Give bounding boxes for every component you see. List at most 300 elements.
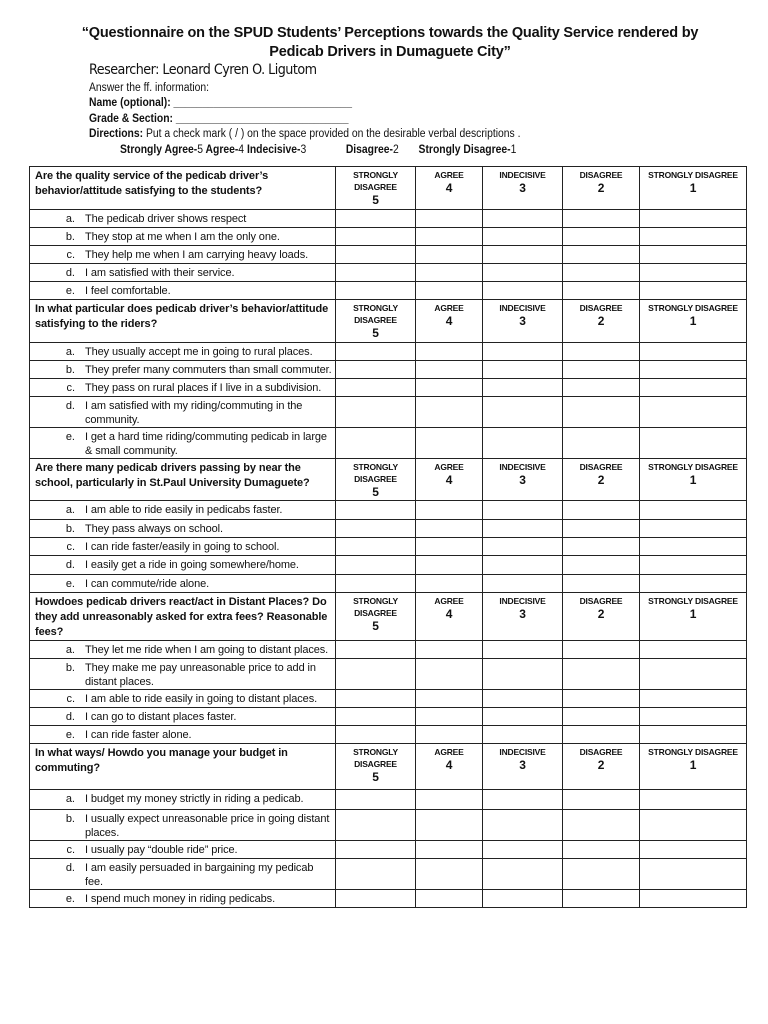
- rating-checkbox-cell[interactable]: [563, 790, 640, 810]
- rating-checkbox-cell[interactable]: [416, 726, 483, 744]
- statement-text: I can commute/ride alone.: [85, 578, 210, 590]
- rating-checkbox-cell[interactable]: [336, 841, 416, 859]
- rating-checkbox-cell[interactable]: [563, 641, 640, 659]
- rating-checkbox-cell[interactable]: [416, 397, 483, 428]
- statement-cell: [30, 890, 336, 908]
- rating-checkbox-cell[interactable]: [483, 556, 563, 575]
- statement-row: [30, 810, 747, 841]
- rating-checkbox-cell[interactable]: [563, 726, 640, 744]
- statement-letter: e.: [65, 893, 75, 905]
- rating-checkbox-cell[interactable]: [416, 264, 483, 282]
- researcher-name: Researcher: Leonard Cyren O. Ligutom: [89, 62, 317, 78]
- directions-label: Directions:: [89, 128, 144, 140]
- rating-checkbox-cell[interactable]: [640, 556, 747, 575]
- rating-checkbox-cell[interactable]: [483, 282, 563, 300]
- rating-checkbox-cell[interactable]: [483, 501, 563, 520]
- statement-cell: [30, 246, 336, 264]
- rating-checkbox-cell[interactable]: [483, 708, 563, 726]
- rating-checkbox-cell[interactable]: [336, 428, 416, 459]
- rating-checkbox-cell[interactable]: [640, 397, 747, 428]
- rating-checkbox-cell[interactable]: [563, 361, 640, 379]
- rating-column-number: 4: [445, 758, 453, 772]
- rating-column-header: [483, 744, 563, 790]
- rating-checkbox-cell[interactable]: [483, 690, 563, 708]
- rating-checkbox-cell[interactable]: [483, 397, 563, 428]
- rating-column-label: DISAGREE: [579, 596, 623, 606]
- rating-checkbox-cell[interactable]: [640, 361, 747, 379]
- rating-checkbox-cell[interactable]: [640, 859, 747, 890]
- rating-column-header: [563, 744, 640, 790]
- statement-cell: [30, 790, 336, 810]
- rating-checkbox-cell[interactable]: [416, 361, 483, 379]
- rating-column-number: 4: [445, 607, 453, 621]
- statement-letter: a.: [65, 213, 75, 225]
- rating-column-number: 5: [372, 326, 379, 340]
- rating-checkbox-cell[interactable]: [563, 246, 640, 264]
- rating-checkbox-cell[interactable]: [563, 810, 640, 841]
- statement-text: They prefer many commuters than small commuter.: [85, 364, 332, 376]
- rating-column-number: 3: [519, 181, 526, 195]
- statement-cell: [30, 282, 336, 300]
- rating-column-header: [416, 459, 483, 501]
- rating-checkbox-cell[interactable]: [640, 790, 747, 810]
- rating-column-label: AGREE: [434, 303, 464, 313]
- rating-checkbox-cell[interactable]: [336, 228, 416, 246]
- statement-letter: d.: [65, 862, 75, 874]
- statement-text: I usually expect unreasonable price in going distant places.: [85, 813, 330, 839]
- answer-info: Answer the ff. information:: [89, 82, 210, 94]
- rating-column-label: STRONGLY DISAGREE: [648, 596, 738, 606]
- rating-column-label: DISAGREE: [579, 303, 623, 313]
- statement-letter: b.: [65, 231, 75, 243]
- rating-column-label: DISAGREE: [579, 747, 623, 757]
- rating-checkbox-cell[interactable]: [336, 890, 416, 908]
- rating-checkbox-cell[interactable]: [640, 726, 747, 744]
- rating-column-header: [483, 593, 563, 641]
- rating-checkbox-cell[interactable]: [416, 210, 483, 228]
- rating-checkbox-cell[interactable]: [483, 246, 563, 264]
- question-header-row: [30, 300, 747, 343]
- rating-checkbox-cell[interactable]: [640, 343, 747, 361]
- rating-column-number: 1: [689, 314, 697, 328]
- rating-column-label: STRONGLY DISAGREE: [648, 747, 738, 757]
- rating-checkbox-cell[interactable]: [336, 264, 416, 282]
- rating-checkbox-cell[interactable]: [640, 708, 747, 726]
- rating-checkbox-cell[interactable]: [336, 810, 416, 841]
- rating-column-number: 3: [519, 607, 526, 621]
- directions: [89, 127, 520, 141]
- rating-checkbox-cell[interactable]: [640, 379, 747, 397]
- rating-column-header: [416, 744, 483, 790]
- rating-checkbox-cell[interactable]: [563, 428, 640, 459]
- statement-text: I spend much money in riding pedicabs.: [85, 893, 276, 905]
- statement-letter: e.: [65, 431, 75, 443]
- rating-column-number: 1: [689, 473, 697, 487]
- statement-cell: [30, 575, 336, 593]
- rating-checkbox-cell[interactable]: [483, 790, 563, 810]
- statement-letter: c.: [66, 382, 75, 394]
- statement-row: [30, 841, 747, 859]
- rating-checkbox-cell[interactable]: [563, 708, 640, 726]
- rating-column-label: INDECISIVE: [499, 747, 546, 757]
- rating-column-header: [640, 459, 747, 501]
- rating-checkbox-cell[interactable]: [416, 520, 483, 538]
- question-header-row: [30, 459, 747, 501]
- questionnaire-table: [29, 166, 747, 908]
- directions-text: Put a check mark ( / ) on the space provided on the desirable verbal descriptions .: [143, 128, 521, 140]
- rating-checkbox-cell[interactable]: [563, 859, 640, 890]
- rating-checkbox-cell[interactable]: [563, 379, 640, 397]
- statement-cell: [30, 210, 336, 228]
- statement-cell: [30, 379, 336, 397]
- rating-checkbox-cell[interactable]: [640, 690, 747, 708]
- rating-checkbox-cell[interactable]: [640, 810, 747, 841]
- rating-checkbox-cell[interactable]: [336, 538, 416, 556]
- statement-letter: b.: [65, 523, 75, 535]
- statement-text: They stop at me when I am the only one.: [85, 231, 280, 243]
- rating-checkbox-cell[interactable]: [336, 501, 416, 520]
- rating-column-number: 5: [372, 770, 379, 784]
- rating-checkbox-cell[interactable]: [416, 246, 483, 264]
- statement-row: [30, 726, 747, 744]
- rating-checkbox-cell[interactable]: [336, 790, 416, 810]
- rating-checkbox-cell[interactable]: [640, 890, 747, 908]
- rating-column-number: 1: [689, 758, 697, 772]
- rating-checkbox-cell[interactable]: [483, 641, 563, 659]
- statement-text: They help me when I am carrying heavy loads.: [85, 249, 309, 261]
- rating-checkbox-cell[interactable]: [563, 841, 640, 859]
- rating-column-header: [483, 167, 563, 210]
- rating-checkbox-cell[interactable]: [336, 379, 416, 397]
- rating-column-label: INDECISIVE: [499, 462, 546, 472]
- statement-text: I am satisfied with my riding/commuting in the community.: [85, 400, 303, 426]
- rating-checkbox-cell[interactable]: [483, 890, 563, 908]
- statement-cell: [30, 361, 336, 379]
- statement-row: [30, 246, 747, 264]
- statement-cell: [30, 708, 336, 726]
- rating-column-number: 1: [689, 607, 697, 621]
- rating-checkbox-cell[interactable]: [563, 343, 640, 361]
- statement-cell: [30, 810, 336, 841]
- rating-checkbox-cell[interactable]: [416, 228, 483, 246]
- rating-checkbox-cell[interactable]: [336, 520, 416, 538]
- statement-text: They let me ride when I am going to distant places.: [85, 644, 329, 656]
- scale-indecisive: Indecisive-: [244, 144, 301, 156]
- rating-checkbox-cell[interactable]: [416, 641, 483, 659]
- rating-checkbox-cell[interactable]: [483, 343, 563, 361]
- rating-column-label: DISAGREE: [579, 170, 623, 180]
- statement-text: I get a hard time riding/commuting pedicab in large & small community.: [85, 431, 327, 457]
- statement-letter: c.: [66, 693, 75, 705]
- rating-column-number: 4: [445, 473, 453, 487]
- rating-column-header: [640, 300, 747, 343]
- question-text: Are there many pedicab drivers passing by near the school, particularly in St.Paul University Dumaguete?: [30, 459, 336, 501]
- statement-text: I am satisfied with their service.: [85, 267, 235, 279]
- rating-checkbox-cell[interactable]: [336, 708, 416, 726]
- rating-checkbox-cell[interactable]: [483, 659, 563, 690]
- rating-column-header: [640, 593, 747, 641]
- rating-column-label: DISAGREE: [579, 462, 623, 472]
- rating-checkbox-cell[interactable]: [640, 428, 747, 459]
- statement-letter: a.: [65, 346, 75, 358]
- rating-column-header: [563, 459, 640, 501]
- statement-cell: [30, 343, 336, 361]
- statement-cell: [30, 641, 336, 659]
- rating-checkbox-cell[interactable]: [483, 361, 563, 379]
- rating-checkbox-cell[interactable]: [336, 246, 416, 264]
- statement-row: [30, 659, 747, 690]
- rating-column-label: STRONGLY DISAGREE: [648, 170, 738, 180]
- rating-checkbox-cell[interactable]: [483, 428, 563, 459]
- statement-text: I easily get a ride in going somewhere/home.: [85, 559, 299, 571]
- statement-row: [30, 282, 747, 300]
- rating-checkbox-cell[interactable]: [483, 210, 563, 228]
- statement-row: [30, 228, 747, 246]
- rating-checkbox-cell[interactable]: [336, 659, 416, 690]
- rating-checkbox-cell[interactable]: [640, 538, 747, 556]
- statement-text: I can go to distant places faster.: [85, 711, 237, 723]
- statement-cell: [30, 841, 336, 859]
- rating-column-label: STRONGLY DISAGREE: [353, 462, 398, 484]
- rating-column-header: [640, 167, 747, 210]
- rating-checkbox-cell[interactable]: [483, 726, 563, 744]
- statement-letter: e.: [65, 578, 75, 590]
- statement-text: I usually pay “double ride” price.: [85, 844, 238, 856]
- rating-checkbox-cell[interactable]: [640, 575, 747, 593]
- rating-checkbox-cell[interactable]: [640, 282, 747, 300]
- statement-text: They usually accept me in going to rural places.: [85, 346, 313, 358]
- rating-scale-legend: [120, 143, 516, 157]
- rating-column-header: [483, 300, 563, 343]
- scale-strongly-disagree: Strongly Disagree-: [418, 144, 511, 156]
- rating-column-label: AGREE: [434, 170, 464, 180]
- statement-cell: [30, 520, 336, 538]
- rating-checkbox-cell[interactable]: [640, 641, 747, 659]
- question-header-row: [30, 167, 747, 210]
- statement-letter: a.: [65, 644, 75, 656]
- rating-checkbox-cell[interactable]: [483, 520, 563, 538]
- statement-row: [30, 690, 747, 708]
- statement-row: [30, 575, 747, 593]
- rating-checkbox-cell[interactable]: [563, 397, 640, 428]
- scale-strongly-disagree-value: 1: [510, 144, 517, 156]
- rating-column-label: AGREE: [434, 596, 464, 606]
- statement-text: I can ride faster alone.: [85, 729, 192, 741]
- statement-row: [30, 556, 747, 575]
- rating-column-number: 3: [519, 314, 526, 328]
- statement-row: [30, 501, 747, 520]
- statement-row: [30, 790, 747, 810]
- statement-row: [30, 520, 747, 538]
- statement-row: [30, 210, 747, 228]
- statement-cell: [30, 228, 336, 246]
- rating-checkbox-cell[interactable]: [483, 264, 563, 282]
- rating-checkbox-cell[interactable]: [563, 659, 640, 690]
- rating-checkbox-cell[interactable]: [563, 501, 640, 520]
- rating-checkbox-cell[interactable]: [416, 659, 483, 690]
- rating-checkbox-cell[interactable]: [483, 379, 563, 397]
- rating-column-header: [563, 593, 640, 641]
- rating-checkbox-cell[interactable]: [563, 538, 640, 556]
- scale-disagree: Disagree-: [345, 144, 393, 156]
- rating-checkbox-cell[interactable]: [336, 210, 416, 228]
- rating-column-number: 5: [372, 619, 379, 633]
- scale-disagree-value: 2: [392, 144, 399, 156]
- rating-column-header: [640, 744, 747, 790]
- title-line-2: Pedicab Drivers in Dumaguete City”: [269, 44, 511, 60]
- rating-checkbox-cell[interactable]: [483, 228, 563, 246]
- rating-checkbox-cell[interactable]: [336, 726, 416, 744]
- statement-cell: [30, 501, 336, 520]
- name-field[interactable]: Name (optional): _______________________________: [89, 97, 352, 109]
- rating-checkbox-cell[interactable]: [416, 379, 483, 397]
- rating-checkbox-cell[interactable]: [640, 210, 747, 228]
- rating-column-label: STRONGLY DISAGREE: [648, 303, 738, 313]
- rating-checkbox-cell[interactable]: [336, 641, 416, 659]
- rating-checkbox-cell[interactable]: [336, 690, 416, 708]
- rating-checkbox-cell[interactable]: [416, 575, 483, 593]
- rating-checkbox-cell[interactable]: [483, 575, 563, 593]
- rating-column-header: [336, 744, 416, 790]
- rating-checkbox-cell[interactable]: [416, 556, 483, 575]
- rating-column-number: 1: [689, 181, 697, 195]
- question-header-row: [30, 744, 747, 790]
- rating-checkbox-cell[interactable]: [336, 397, 416, 428]
- rating-column-label: STRONGLY DISAGREE: [353, 596, 398, 618]
- statement-cell: [30, 264, 336, 282]
- rating-column-label: INDECISIVE: [499, 170, 546, 180]
- statement-letter: c.: [66, 249, 75, 261]
- rating-checkbox-cell[interactable]: [416, 343, 483, 361]
- rating-checkbox-cell[interactable]: [336, 556, 416, 575]
- rating-checkbox-cell[interactable]: [640, 501, 747, 520]
- rating-column-header: [336, 300, 416, 343]
- rating-checkbox-cell[interactable]: [416, 841, 483, 859]
- rating-checkbox-cell[interactable]: [336, 361, 416, 379]
- statement-text: They pass on rural places if I live in a subdivision.: [85, 382, 322, 394]
- question-text: In what ways/ Howdo you manage your budget in commuting?: [30, 744, 336, 790]
- grade-section-field[interactable]: Grade & Section: ______________________________: [89, 113, 349, 125]
- rating-column-number: 5: [372, 193, 379, 207]
- rating-checkbox-cell[interactable]: [416, 790, 483, 810]
- rating-column-header: [336, 459, 416, 501]
- rating-column-number: 2: [597, 181, 605, 195]
- statement-cell: [30, 690, 336, 708]
- statement-letter: b.: [65, 364, 75, 376]
- statement-letter: c.: [66, 844, 75, 856]
- rating-column-number: 4: [445, 181, 453, 195]
- statement-letter: a.: [65, 793, 75, 805]
- rating-checkbox-cell[interactable]: [640, 520, 747, 538]
- rating-checkbox-cell[interactable]: [416, 282, 483, 300]
- rating-checkbox-cell[interactable]: [563, 556, 640, 575]
- statement-cell: [30, 556, 336, 575]
- rating-checkbox-cell[interactable]: [640, 228, 747, 246]
- rating-checkbox-cell[interactable]: [563, 890, 640, 908]
- rating-checkbox-cell[interactable]: [563, 264, 640, 282]
- rating-checkbox-cell[interactable]: [416, 501, 483, 520]
- rating-column-label: STRONGLY DISAGREE: [648, 462, 738, 472]
- rating-checkbox-cell[interactable]: [336, 575, 416, 593]
- rating-checkbox-cell[interactable]: [563, 210, 640, 228]
- rating-column-number: 2: [597, 607, 605, 621]
- rating-column-label: INDECISIVE: [499, 303, 546, 313]
- rating-checkbox-cell[interactable]: [336, 343, 416, 361]
- rating-column-label: STRONGLY DISAGREE: [353, 170, 398, 192]
- rating-column-header: [563, 300, 640, 343]
- rating-column-label: AGREE: [434, 747, 464, 757]
- document-title: [60, 24, 720, 62]
- statement-row: [30, 428, 747, 459]
- rating-checkbox-cell[interactable]: [563, 282, 640, 300]
- statement-row: [30, 859, 747, 890]
- rating-checkbox-cell[interactable]: [416, 708, 483, 726]
- rating-checkbox-cell[interactable]: [483, 538, 563, 556]
- statement-letter: d.: [65, 267, 75, 279]
- statement-letter: a.: [65, 504, 75, 516]
- rating-checkbox-cell[interactable]: [483, 841, 563, 859]
- statement-row: [30, 264, 747, 282]
- question-header-row: [30, 593, 747, 641]
- statement-cell: [30, 859, 336, 890]
- rating-checkbox-cell[interactable]: [416, 428, 483, 459]
- rating-checkbox-cell[interactable]: [483, 859, 563, 890]
- statement-letter: b.: [65, 813, 75, 825]
- statement-row: [30, 361, 747, 379]
- rating-checkbox-cell[interactable]: [563, 520, 640, 538]
- rating-checkbox-cell[interactable]: [336, 282, 416, 300]
- rating-column-number: 5: [372, 485, 379, 499]
- rating-checkbox-cell[interactable]: [563, 575, 640, 593]
- rating-checkbox-cell[interactable]: [416, 859, 483, 890]
- question-text: Howdoes pedicab drivers react/act in Distant Places? Do they add unreasonably asked for extra fees? Reasonable fees?: [30, 593, 336, 641]
- statement-letter: c.: [66, 541, 75, 553]
- rating-checkbox-cell[interactable]: [563, 690, 640, 708]
- rating-column-header: [416, 593, 483, 641]
- rating-column-number: 3: [519, 473, 526, 487]
- rating-column-header: [416, 167, 483, 210]
- statement-cell: [30, 397, 336, 428]
- statement-text: The pedicab driver shows respect: [85, 213, 247, 225]
- rating-checkbox-cell[interactable]: [483, 810, 563, 841]
- statement-text: They make me pay unreasonable price to add in distant places.: [85, 662, 316, 688]
- rating-checkbox-cell[interactable]: [563, 228, 640, 246]
- statement-letter: d.: [65, 400, 75, 412]
- question-text: In what particular does pedicab driver’s behavior/attitude satisfying to the riders?: [30, 300, 336, 343]
- statement-cell: [30, 428, 336, 459]
- rating-checkbox-cell[interactable]: [416, 690, 483, 708]
- scale-indecisive-value: 3: [300, 144, 307, 156]
- rating-checkbox-cell[interactable]: [640, 264, 747, 282]
- rating-checkbox-cell[interactable]: [640, 246, 747, 264]
- rating-checkbox-cell[interactable]: [336, 859, 416, 890]
- statement-letter: d.: [65, 559, 75, 571]
- rating-checkbox-cell[interactable]: [416, 810, 483, 841]
- statement-cell: [30, 726, 336, 744]
- rating-checkbox-cell[interactable]: [640, 659, 747, 690]
- rating-column-number: 2: [597, 314, 605, 328]
- rating-checkbox-cell[interactable]: [416, 538, 483, 556]
- rating-column-header: [563, 167, 640, 210]
- scale-strongly-agree-value: 5: [197, 144, 204, 156]
- rating-checkbox-cell[interactable]: [416, 890, 483, 908]
- rating-column-label: STRONGLY DISAGREE: [353, 747, 398, 769]
- statement-row: [30, 641, 747, 659]
- statement-letter: e.: [65, 729, 75, 741]
- scale-strongly-agree: Strongly Agree-: [120, 144, 198, 156]
- rating-checkbox-cell[interactable]: [640, 841, 747, 859]
- rating-column-header: [483, 459, 563, 501]
